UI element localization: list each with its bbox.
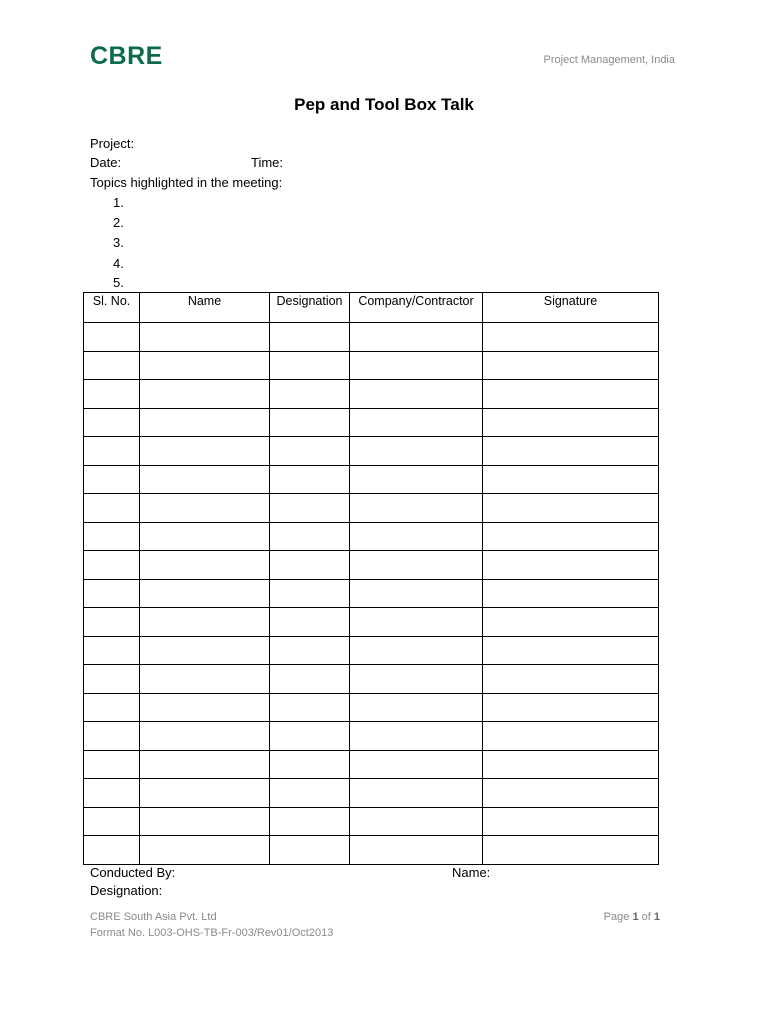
table-cell[interactable] [483,807,659,836]
table-cell[interactable] [270,551,350,580]
table-cell[interactable] [84,579,140,608]
table-row [84,807,659,836]
table-cell[interactable] [350,665,483,694]
table-cell[interactable] [483,351,659,380]
table-cell[interactable] [350,437,483,466]
table-cell[interactable] [84,380,140,409]
designation-label: Designation: [90,883,163,898]
table-cell[interactable] [140,551,270,580]
table-cell[interactable] [140,836,270,865]
table-cell[interactable] [84,807,140,836]
cbre-logo: CBRE [90,42,163,70]
page-number [604,911,660,923]
table-cell[interactable] [84,750,140,779]
table-body [84,323,659,865]
table-cell[interactable] [350,693,483,722]
table-cell[interactable] [140,693,270,722]
table-cell[interactable] [84,779,140,808]
column-header-designation: Designation [270,293,350,323]
table-cell[interactable] [483,636,659,665]
table-cell[interactable] [140,323,270,352]
table-row [84,693,659,722]
table-cell[interactable] [270,750,350,779]
table-row [84,351,659,380]
table-cell[interactable] [84,351,140,380]
table-row [84,722,659,751]
table-cell[interactable] [270,807,350,836]
project-label: Project: [90,136,135,151]
column-header-company: Company/Contractor [350,293,483,323]
table-cell[interactable] [483,836,659,865]
table-cell[interactable] [84,437,140,466]
table-cell[interactable] [84,608,140,637]
table-row [84,779,659,808]
table-cell[interactable] [483,494,659,523]
table-cell[interactable] [270,779,350,808]
table-cell[interactable] [270,693,350,722]
table-cell[interactable] [270,437,350,466]
table-cell[interactable] [84,408,140,437]
table-cell[interactable] [483,437,659,466]
table-cell[interactable] [270,323,350,352]
table-cell[interactable] [483,779,659,808]
table-cell[interactable] [84,465,140,494]
table-cell[interactable] [270,665,350,694]
table-row [84,551,659,580]
table-cell[interactable] [350,807,483,836]
table-row [84,465,659,494]
table-cell[interactable] [270,522,350,551]
column-header-signature: Signature [483,293,659,323]
table-row [84,579,659,608]
page-total: 1 [653,911,660,923]
column-header-sl-no: Sl. No. [84,293,140,323]
header-division: Project Management, India [543,54,675,66]
table-cell[interactable] [350,465,483,494]
table-row [84,494,659,523]
topic-item-5: 5. [113,275,124,290]
table-cell[interactable] [483,465,659,494]
table-cell[interactable] [483,323,659,352]
table-cell[interactable] [350,408,483,437]
table-cell[interactable] [483,693,659,722]
conducted-by-label: Conducted By: [90,865,176,880]
table-cell[interactable] [350,522,483,551]
table-cell[interactable] [84,551,140,580]
table-cell[interactable] [350,551,483,580]
table-header-row [84,293,659,323]
table-cell[interactable] [270,636,350,665]
page-of: of [641,911,651,923]
table-cell[interactable] [84,323,140,352]
table-cell[interactable] [483,750,659,779]
table-cell[interactable] [270,494,350,523]
table-cell[interactable] [350,351,483,380]
table-cell[interactable] [270,608,350,637]
table-cell[interactable] [483,551,659,580]
table-cell[interactable] [140,408,270,437]
table-cell[interactable] [350,494,483,523]
table-row [84,608,659,637]
table-cell[interactable] [350,323,483,352]
table-cell[interactable] [350,579,483,608]
table-cell[interactable] [84,722,140,751]
table-cell[interactable] [140,636,270,665]
table-cell[interactable] [350,750,483,779]
page-prefix: Page [603,911,630,923]
table-cell[interactable] [350,836,483,865]
table-cell[interactable] [483,608,659,637]
page-title: Pep and Tool Box Talk [294,95,474,114]
table-cell[interactable] [270,408,350,437]
table-cell[interactable] [84,522,140,551]
table-cell[interactable] [140,494,270,523]
name-label: Name: [452,865,491,880]
attendance-table [83,292,659,865]
table-cell[interactable] [350,380,483,409]
table-cell[interactable] [140,579,270,608]
table-cell[interactable] [140,380,270,409]
topics-label: Topics highlighted in the meeting: [90,175,283,190]
table-cell[interactable] [350,722,483,751]
table-cell[interactable] [84,665,140,694]
table-row [84,522,659,551]
page-current: 1 [632,911,639,923]
topic-item-3: 3. [113,235,124,250]
table-row [84,750,659,779]
table-row [84,636,659,665]
topic-item-1: 1. [113,195,124,210]
table-row [84,408,659,437]
table-cell[interactable] [140,351,270,380]
table-cell[interactable] [483,522,659,551]
table-cell[interactable] [270,351,350,380]
table-cell[interactable] [84,693,140,722]
table-cell[interactable] [270,722,350,751]
table-cell[interactable] [140,807,270,836]
table-row [84,836,659,865]
table-cell[interactable] [483,722,659,751]
table-cell[interactable] [483,665,659,694]
table-cell[interactable] [350,636,483,665]
table-cell[interactable] [270,380,350,409]
table-cell[interactable] [84,494,140,523]
table-cell[interactable] [140,522,270,551]
table-cell[interactable] [140,465,270,494]
table-cell[interactable] [140,750,270,779]
date-label: Date: [90,155,122,170]
topic-item-2: 2. [113,215,124,230]
table-cell[interactable] [270,465,350,494]
table-cell[interactable] [270,579,350,608]
table-cell[interactable] [270,836,350,865]
table-cell[interactable] [140,722,270,751]
table-row [84,380,659,409]
table-cell[interactable] [140,437,270,466]
table-cell[interactable] [84,836,140,865]
table-cell[interactable] [483,380,659,409]
table-cell[interactable] [483,579,659,608]
time-label: Time: [251,155,284,170]
table-cell[interactable] [140,665,270,694]
table-row [84,437,659,466]
table-cell[interactable] [140,779,270,808]
footer-format-number: Format No. L003-OHS-TB-Fr-003/Rev01/Oct2013 [90,927,334,939]
column-header-name: Name [140,293,270,323]
topic-item-4: 4. [113,256,124,271]
table-cell[interactable] [140,608,270,637]
table-cell[interactable] [483,408,659,437]
table-cell[interactable] [350,779,483,808]
table-row [84,323,659,352]
table-cell[interactable] [350,608,483,637]
footer-company: CBRE South Asia Pvt. Ltd [90,911,217,923]
table-row [84,665,659,694]
table-cell[interactable] [84,636,140,665]
